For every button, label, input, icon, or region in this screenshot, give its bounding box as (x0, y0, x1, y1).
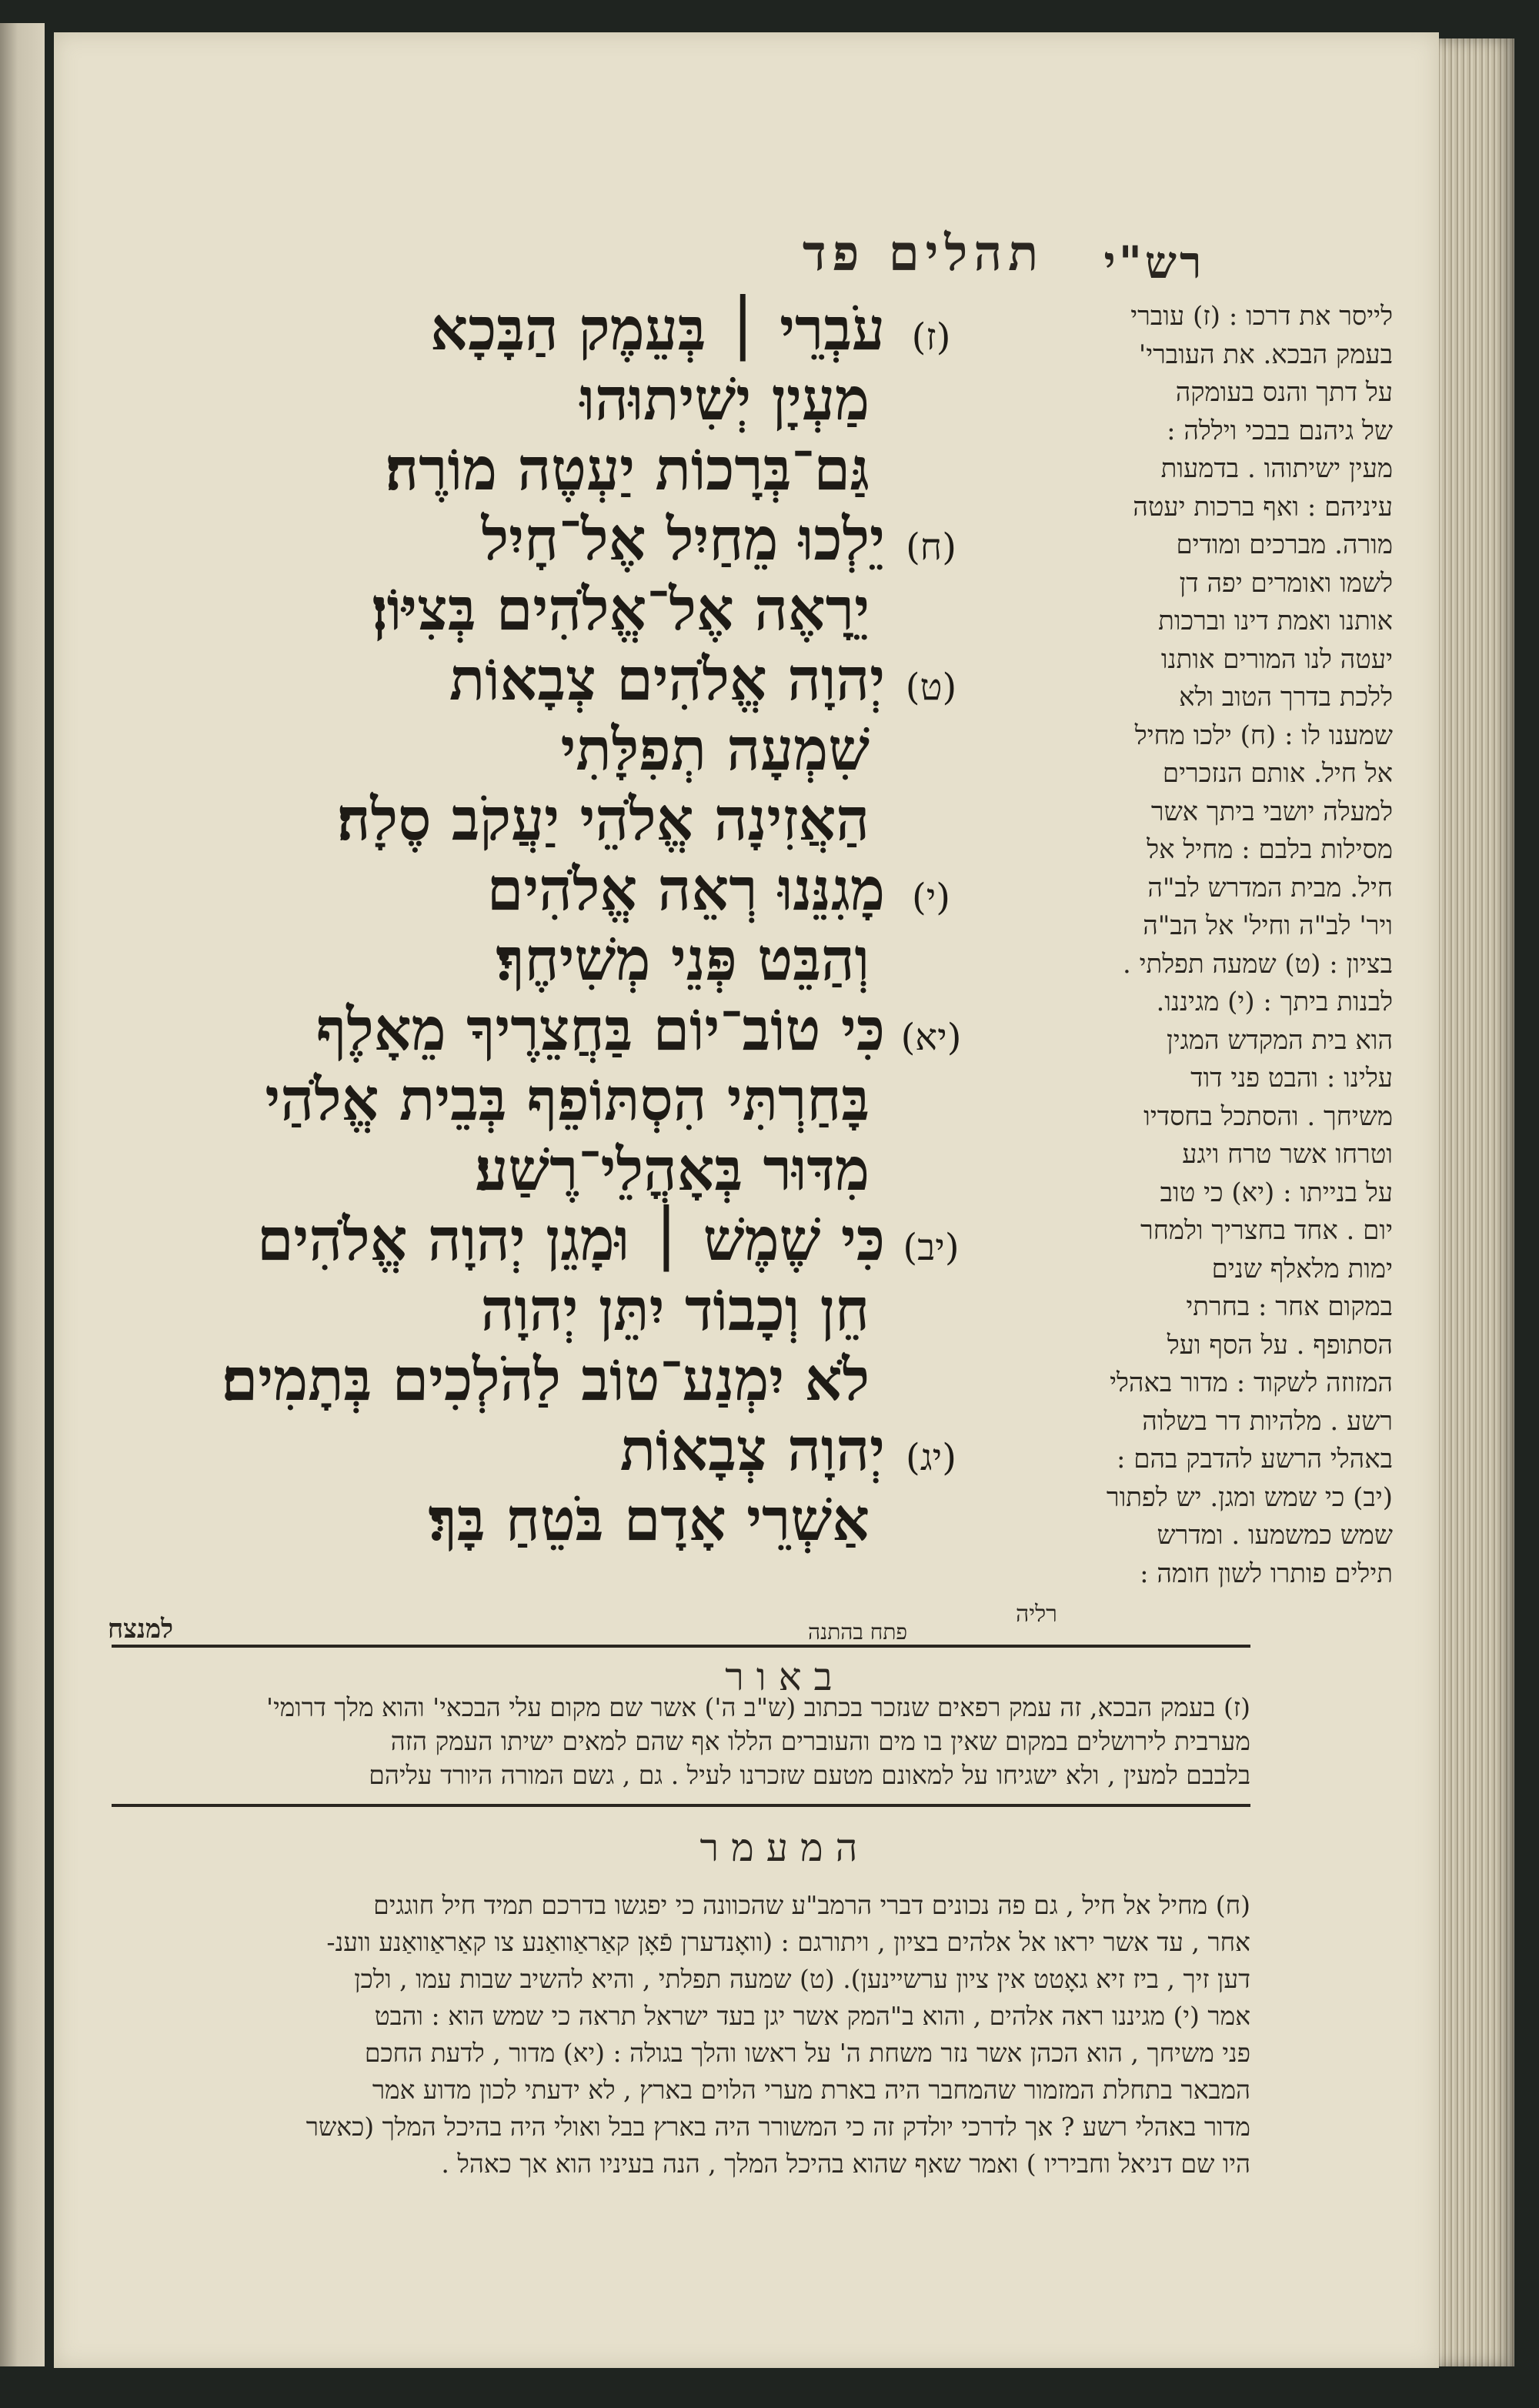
rashi-line: משיחך . והסתכל בחסדיו (1143, 1100, 1393, 1132)
verse-text: מַעְיָן יְשִׁיתוּהוּ (579, 365, 870, 433)
verse-line (92, 1134, 977, 1204)
verse-text: מָגִנֵּנוּ רְאֵה אֱלֹהִים (486, 855, 885, 923)
facing-page-edge (0, 23, 45, 2366)
verse-line (92, 364, 977, 434)
verse-line (92, 1064, 977, 1134)
rashi-line: ימות מלאלף שנים (1211, 1253, 1393, 1284)
meamar-line: אחר , עד אשר יראו אל אלהים בציון , ויתורגם : (וואָנדערן פֿאָן קאַראַוואַנע צו קאַראַוואַנע ווענ- (326, 1927, 1250, 1957)
meamar-line: אמר (י) מגיננו ראה אלהים , והוא ב"המק אשר יגן בעד ישראל תראה כי שמש הוא : והבט (374, 2001, 1250, 2031)
verse-text: עֹבְרֵי ׀ בְּעֵמֶק הַבָּכָא (430, 295, 885, 363)
meamar-line: פני משיחך , הוא הכהן אשר נזר משחת ה' על ראשו והלך בגולה : (יא) מדור , לדעת החכם (364, 2038, 1250, 2068)
meamar-line: (ח) מחיל אל חיל , גם פה נכונים דברי הרמב"ע שהכוונה כי יפגשו בדרכם תמיד חיל חוגגים (373, 1890, 1250, 1920)
verse-line (92, 994, 977, 1064)
verse-number: (ט) (905, 666, 957, 709)
verse-line (92, 644, 977, 714)
rashi-line: (יב) כי שמש ומגן. יש לפתור (1106, 1481, 1393, 1513)
verse-text: יְהוָה צְבָאוֹת (619, 1415, 885, 1484)
verse-text: בָּחַרְתִּי הִסְתּוֹפֵף בְּבֵית אֱלֹהַי (265, 1065, 870, 1134)
rashi-line: לשמו ואומרים יפה דן (1179, 567, 1393, 599)
book-page (54, 32, 1439, 2368)
biur-title: באור (725, 1655, 845, 1699)
rashi-line: על בנייתו : (יא) כי טוב (1160, 1177, 1393, 1208)
biur-line: מערבית לירושלים במקום שאין בו מים והעוברים הללו אף שהם למאים ישיתו העמק הזה (390, 1726, 1250, 1756)
rashi-line: אותנו ואמת דינו וברכות (1158, 606, 1393, 636)
verse-text: יֵלְכוּ מֵחַיִל אֶל־חָיִל (481, 505, 885, 573)
meamar-line: המבאר בתחלת המזמור שהמחבר היה בארת מערי הלוים בארץ , לא ידעתי לכון מדוע אמר (372, 2075, 1250, 2105)
verse-number: (יב) (903, 1226, 960, 1269)
verse-text: שִׁמְעָה תְפִלָּתִי (560, 715, 870, 783)
rashi-line: לבנות ביתך : (י) מגיננו. (1156, 987, 1393, 1017)
verse-text: יֵרָאֶה אֶל־אֱלֹהִים בְּצִיּוֹן׃ (372, 575, 870, 643)
rashi-commentary (1085, 298, 1393, 1593)
meamar-line: היו שם דניאל וחביריו ) ואמר שאף שהוא בהיכל המלך , הנה בעיניו הוא אך כאהל . (441, 2149, 1250, 2179)
verse-text: גַּם־בְּרָכוֹת יַעְטֶה מוֹרֶה׃ (385, 435, 870, 503)
rashi-line: מורה. מברכים ומודים (1176, 529, 1393, 560)
verse-text: יְהוָה אֱלֹהִים צְבָאוֹת (449, 645, 885, 713)
rashi-line: באהלי הרשע להדבק בהם : (1117, 1444, 1393, 1475)
verse-text: לֹא יִמְנַע־טוֹב לַהֹלְכִים בְּתָמִים׃ (221, 1345, 870, 1414)
verse-line (92, 1414, 977, 1485)
catchword-next-page: למנצח (108, 1614, 174, 1645)
rashi-line: ללכת בדרך הטוב ולא (1179, 682, 1393, 713)
verse-number: (יג) (906, 1436, 956, 1479)
verse-number: (ז) (911, 316, 951, 359)
catchword-middle: פתח בהתנה (808, 1619, 908, 1645)
rashi-line: רשע . מלהיות דר בשלוה (1142, 1405, 1393, 1437)
book-title-header: תהלים פד (802, 225, 1045, 282)
rashi-line: בעמק הבכא. את העוברי' (1138, 339, 1393, 370)
verse-line (92, 784, 977, 854)
rashi-line: המזוזה לשקוד : מדור באהלי (1110, 1368, 1393, 1398)
rashi-line: חיל. מבית המדרש לב"ה (1147, 872, 1393, 903)
biur-line: בלבבם למעין , ולא ישגיחו על למאונם מטעם שזכרנו לעיל . גם , גשם המורה היורד עליהם (369, 1760, 1250, 1790)
rashi-line: אל חיל. אותם הנזכרים (1162, 758, 1393, 789)
verse-text: חֵן וְכָבוֹד יִתֵּן יְהוָה (480, 1275, 870, 1344)
verse-line (92, 434, 977, 504)
rashi-line: על דתך והנס בעומקה (1175, 377, 1393, 408)
rashi-line: ויר' לב"ה וחיל' אל הב"ה (1143, 910, 1393, 941)
biur-commentary (112, 1691, 1250, 1792)
rashi-line: למעלה יושבי ביתך אשר (1150, 796, 1393, 827)
verse-text: כִּי טוֹב־יוֹם בַּחֲצֵרֶיךָ מֵאָלֶף (315, 995, 885, 1064)
rashi-line: יעטה לנו המורים אותנו (1160, 643, 1393, 675)
verse-line (92, 1344, 977, 1414)
verse-number: (ח) (906, 526, 956, 569)
book-page-edges (1430, 38, 1514, 2366)
rashi-line: שמש כמשמעו . ומדרש (1157, 1520, 1393, 1551)
verse-line (92, 1274, 977, 1344)
verse-line (92, 294, 977, 364)
verse-line (92, 714, 977, 784)
rashi-line: עיניהם : ואף ברכות יעטה (1133, 491, 1393, 523)
rashi-line: וטרחו אשר טרח ויגע (1182, 1139, 1393, 1170)
verse-text: אַשְׁרֵי אָדָם בֹּטֵחַ בָּךְ׃ (428, 1485, 870, 1554)
verse-line (92, 574, 977, 644)
verse-text: כִּי שֶׁמֶשׁ ׀ וּמָגֵן יְהוָה אֱלֹהִים (257, 1205, 885, 1274)
rashi-line: יום . אחד בחצריך ולמחר (1140, 1215, 1393, 1246)
rashi-line: מעין ישיתוהו . בדמעות (1160, 453, 1393, 484)
verse-text: מִדּוּר בְּאָהֳלֵי־רֶשַׁע׃ (475, 1135, 870, 1204)
catchword-rashi: רליה (1016, 1601, 1057, 1628)
psalm-verses (92, 294, 977, 1555)
rashi-line: בציון : (ט) שמעה תפלתי . (1123, 948, 1393, 980)
rashi-line: שמענו לו : (ח) ילכו מחיל (1134, 720, 1393, 751)
verse-text: הַאֲזִינָה אֱלֹהֵי יַעֲקֹב סֶלָה׃ (336, 785, 870, 853)
meamar-title: המעמר (699, 1825, 870, 1870)
meamar-line: מדור באהלי רשע ? אך לדרכי יולדק זה כי המשורר היה בארץ בבל ואולי היה בהיכל המלך (כאשר (305, 2112, 1250, 2142)
section-divider (112, 1804, 1250, 1807)
verse-line (92, 504, 977, 574)
meamar-line: דען זיך , ביז זיא גאָטט אין ציון ערשיינען). (ט) שמעה תפלתי , והיא להשיב שבות עמו , ולכן (354, 1964, 1250, 1994)
verse-line (92, 924, 977, 994)
meamar-commentary (112, 1887, 1250, 2183)
rashi-line: במקום אחר : בחרתי (1186, 1291, 1393, 1322)
verse-number: (יא) (900, 1016, 962, 1059)
biur-line: (ז) בעמק הבכא, זה עמק רפאים שנזכר בכתוב (ש"ב ה') אשר שם מקום עלי הבכאי' והוא מלך דרומי' (266, 1692, 1250, 1722)
rashi-line: מסילות בלבם : מחיל אל (1147, 834, 1393, 865)
verse-text: וְהַבֵּט פְּנֵי מְשִׁיחֶךָ׃ (496, 925, 870, 994)
rashi-line: עלינו : והבט פני דוד (1190, 1063, 1393, 1094)
rashi-line: תילים פותרו לשון חומה : (1140, 1558, 1393, 1589)
rashi-line: הוא בית המקדש המגין (1167, 1024, 1393, 1056)
rashi-line: של גיהנם בבכי ויללה : (1167, 415, 1393, 446)
rashi-line: לייסר את דרכו : (ז) עוברי (1130, 301, 1393, 332)
rashi-line: הסתופף . על הסף ועל (1167, 1329, 1393, 1361)
verse-line (92, 854, 977, 924)
verse-line (92, 1485, 977, 1555)
rashi-header: רש"י (1103, 236, 1205, 289)
verse-number: (י) (911, 876, 951, 919)
verse-line (92, 1204, 977, 1274)
section-divider (112, 1645, 1250, 1648)
